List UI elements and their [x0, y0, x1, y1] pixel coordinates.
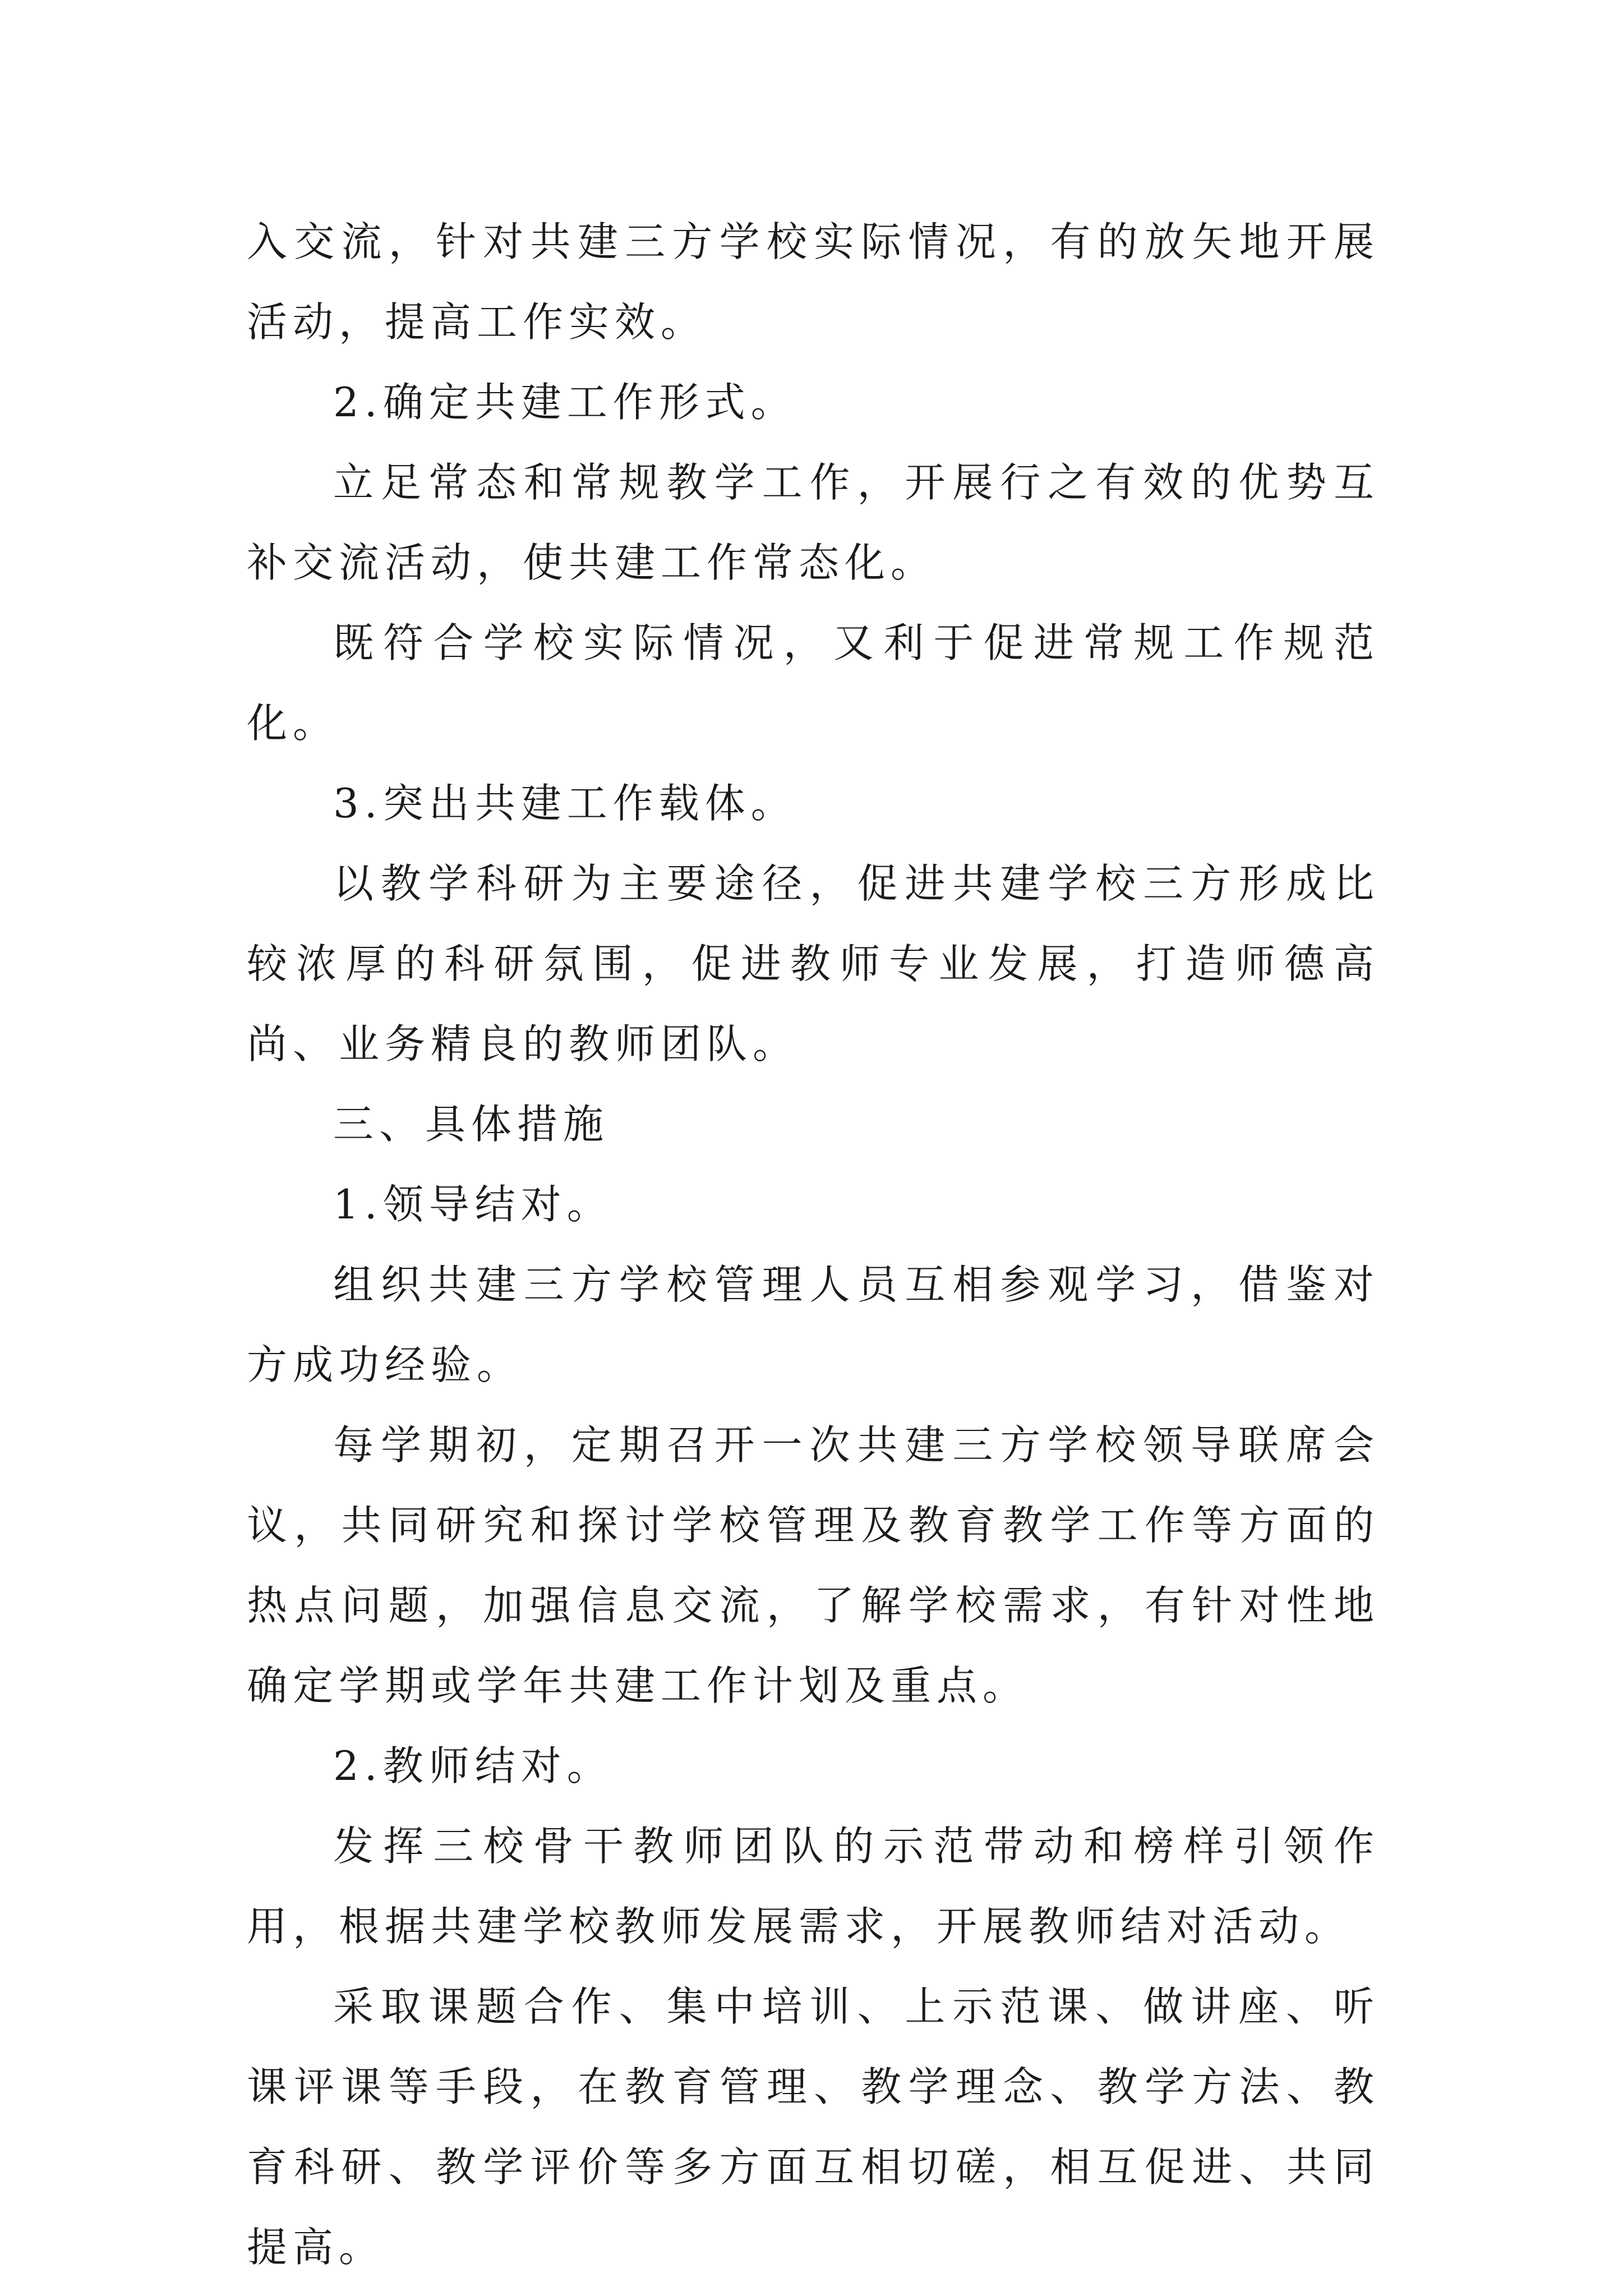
paragraph: 发挥三校骨干教师团队的示范带动和榜样引领作用，根据共建学校教师发展需求，开展教师结对活动。	[247, 1823, 1380, 1950]
subheading-teacher-pairing: 2.教师结对。	[333, 1742, 613, 1789]
subheading-leader-pairing: 1.领导结对。	[333, 1181, 613, 1228]
paragraph: 组织共建三方学校管理人员互相参观学习，借鉴对方成功经验。	[247, 1261, 1380, 1388]
subheading-carrier: 3.突出共建工作载体。	[333, 780, 797, 827]
paragraph: 既符合学校实际情况，又利于促进常规工作规范化。	[247, 619, 1380, 747]
document-body	[247, 202, 1380, 2288]
paragraph: 以教学科研为主要途径，促进共建学校三方形成比较浓厚的科研氛围，促进教师专业发展，打造师德高尚、业务精良的教师团队。	[247, 860, 1380, 1068]
paragraph: 每学期初，定期召开一次共建三方学校领导联席会议，共同研究和探讨学校管理及教育教学工作等方面的热点问题，加强信息交流，了解学校需求，有针对性地确定学期或学年共建工作计划及重点。	[247, 1421, 1380, 1709]
paragraph: 采取课题合作、集中培训、上示范课、做讲座、听课评课等手段，在教育管理、教学理念、教学方法、教育科研、教学评价等多方面互相切磋，相互促进、共同提高。	[247, 1983, 1380, 2271]
paragraph-continuation: 入交流，针对共建三方学校实际情况，有的放矢地开展活动，提高工作实效。	[247, 218, 1380, 346]
paragraph: 立足常态和常规教学工作，开展行之有效的优势互补交流活动，使共建工作常态化。	[247, 459, 1380, 586]
subheading-form: 2.确定共建工作形式。	[333, 379, 797, 426]
section-heading-measures: 三、具体措施	[333, 1101, 610, 1148]
